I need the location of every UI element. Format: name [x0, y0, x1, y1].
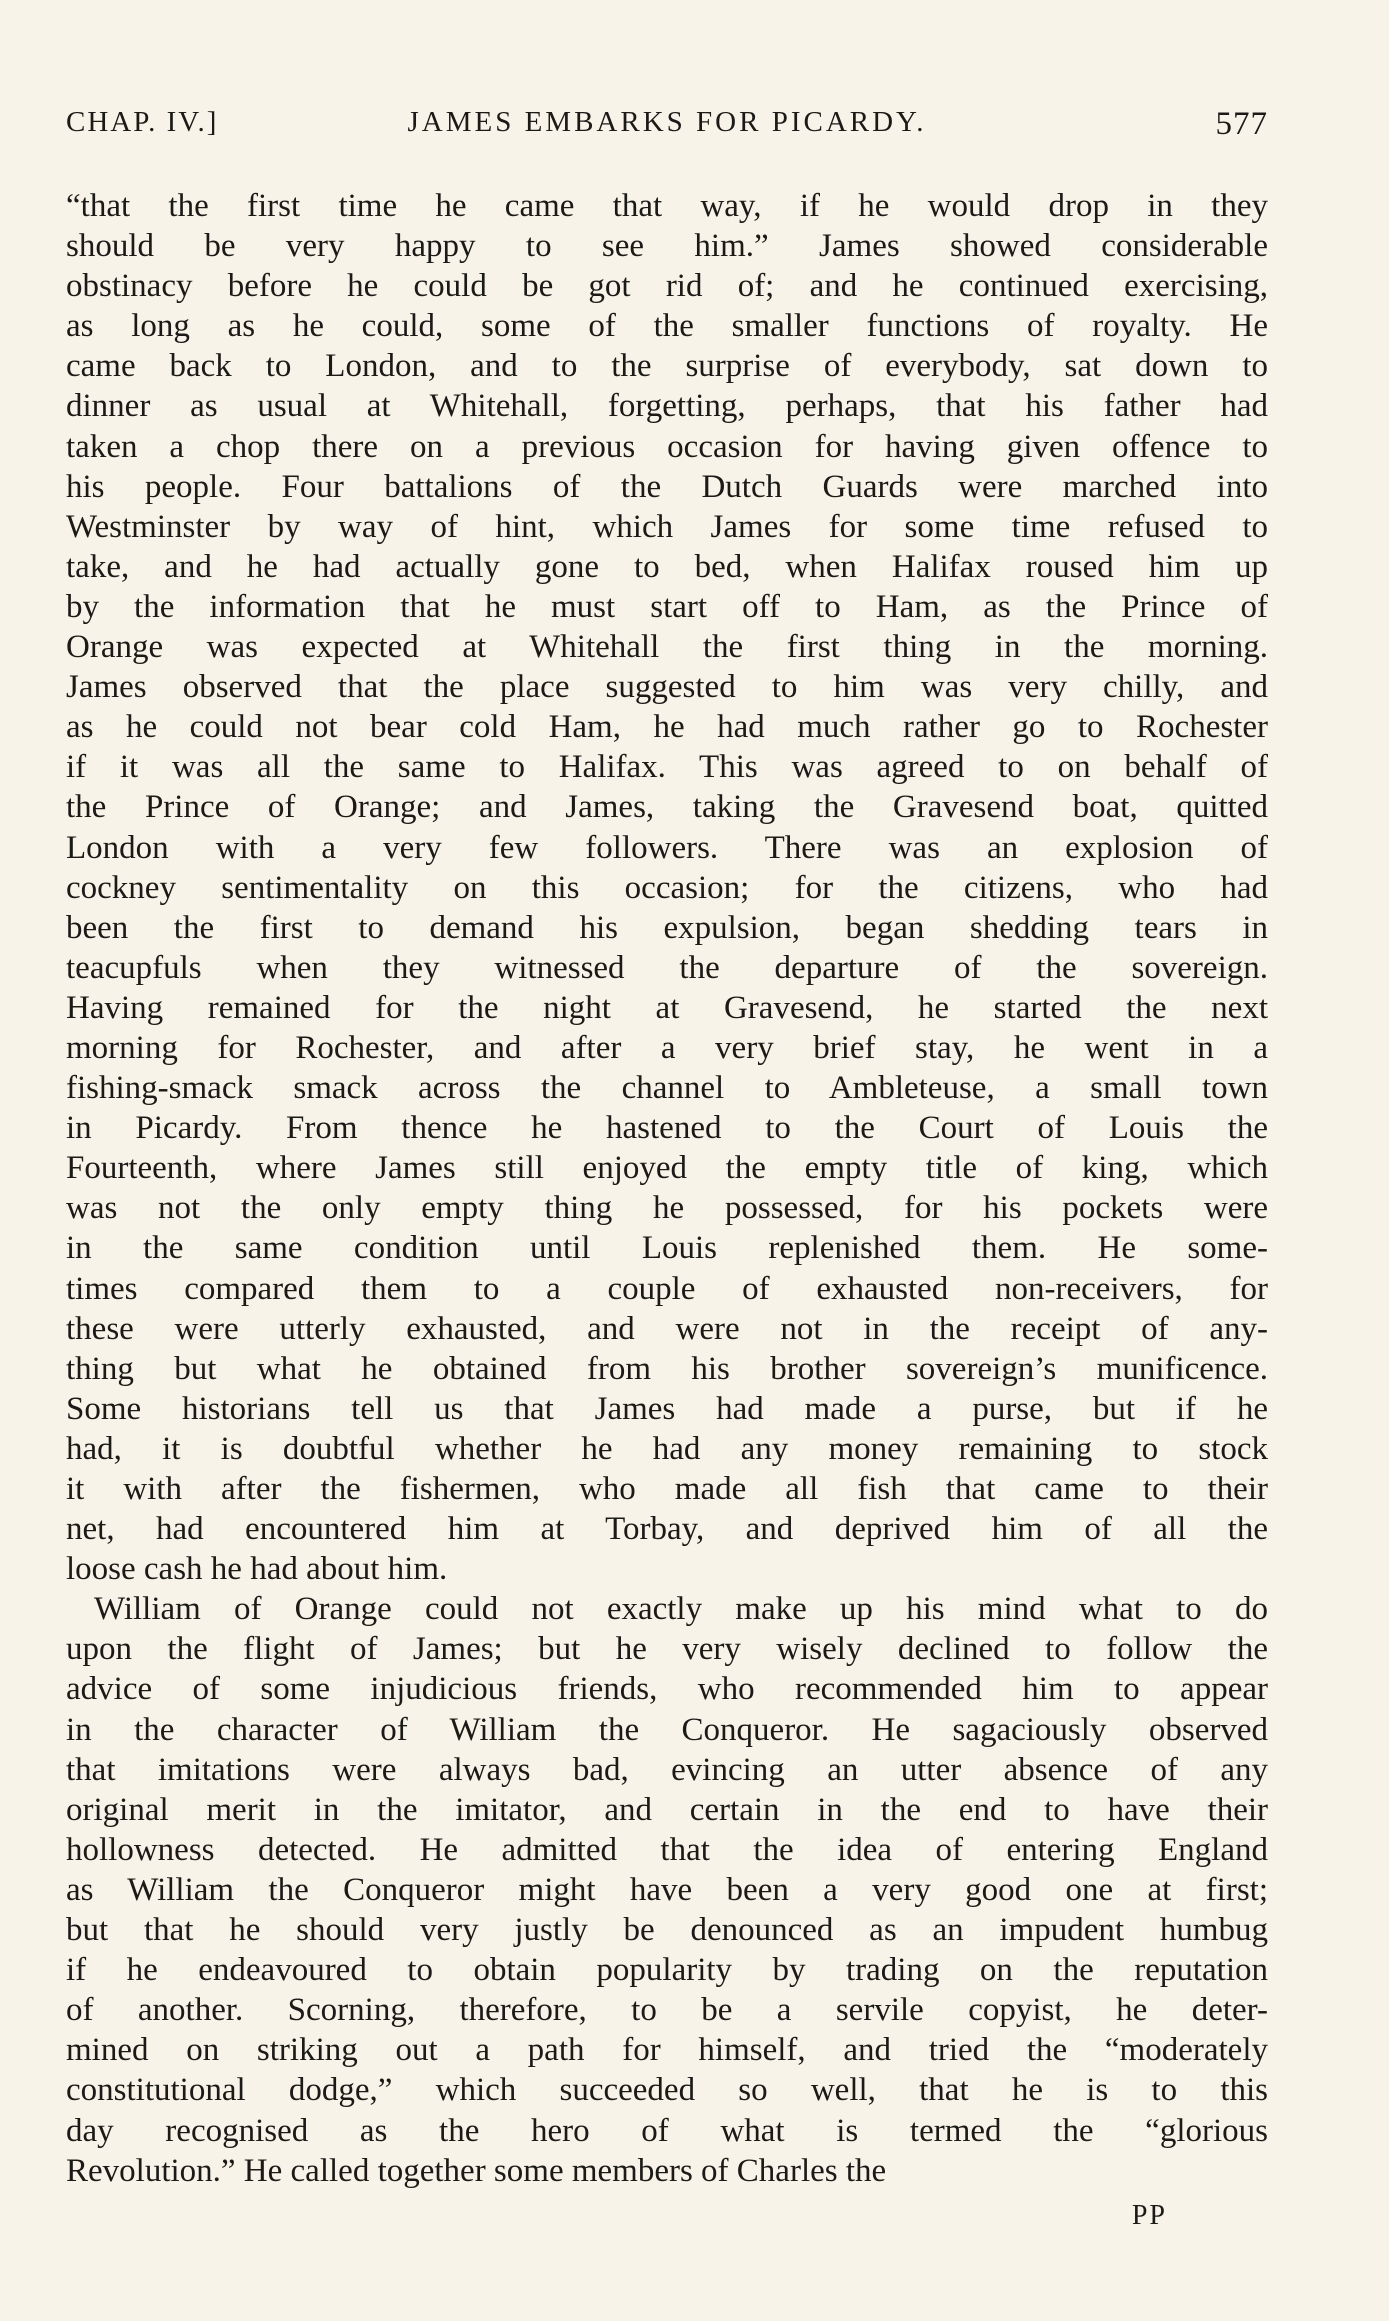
text-line: obstinacy before he could be got rid of; and he continued exercising, — [66, 268, 1268, 305]
text-line: the Prince of Orange; and James, taking the Gravesend boat, quitted — [66, 789, 1268, 826]
text-line: Some historians tell us that James had made a purse, but if he — [66, 1390, 1268, 1427]
text-line: Orange was expected at Whitehall the first thing in the morning. — [66, 629, 1268, 666]
text-line: constitutional dodge,” which succeeded so well, that he is to this — [66, 2072, 1268, 2109]
running-title: JAMES EMBARKS FOR PICARDY. — [407, 106, 927, 138]
text-line: cockney sentimentality on this occasion; for the citizens, who had — [66, 869, 1268, 906]
text-line: net, had encountered him at Torbay, and deprived him of all the — [66, 1511, 1268, 1548]
text-line: Westminster by way of hint, which James for some time refused to — [66, 508, 1268, 545]
text-line: by the information that he must start off to Ham, as the Prince of — [66, 588, 1268, 625]
text-line: William of Orange could not exactly make up his mind what to do — [94, 1591, 1268, 1628]
text-line: morning for Rochester, and after a very brief stay, he went in a — [66, 1029, 1268, 1066]
text-line: been the first to demand his expulsion, began shedding tears in — [66, 909, 1268, 946]
text-line: these were utterly exhausted, and were not in the receipt of any- — [66, 1310, 1268, 1347]
text-line: hollowness detected. He admitted that the idea of entering England — [66, 1831, 1268, 1868]
text-line: loose cash he had about him. — [66, 1551, 448, 1588]
text-line: came back to London, and to the surprise of everybody, sat down to — [66, 348, 1268, 385]
text-line: upon the flight of James; but he very wisely declined to follow the — [66, 1631, 1268, 1668]
paragraph — [66, 1589, 1268, 2190]
text-line: take, and he had actually gone to bed, when Halifax roused him up — [66, 548, 1268, 585]
text-line: as William the Conqueror might have been a very good one at first; — [66, 1871, 1268, 1908]
text-line: times compared them to a couple of exhausted non-receivers, for — [66, 1270, 1268, 1307]
text-line: that imitations were always bad, evincing an utter absence of any — [66, 1751, 1268, 1788]
text-line: day recognised as the hero of what is termed the “glorious — [66, 2112, 1268, 2149]
text-line: if he endeavoured to obtain popularity by trading on the reputation — [66, 1952, 1268, 1989]
text-line: Having remained for the night at Gravesend, he started the next — [66, 989, 1268, 1026]
running-header — [66, 106, 1268, 156]
text-line: his people. Four battalions of the Dutch Guards were marched into — [66, 468, 1268, 505]
text-line: as he could not bear cold Ham, he had much rather go to Rochester — [66, 709, 1268, 746]
body-text — [66, 186, 1268, 2191]
text-line: “that the first time he came that way, if he would drop in they — [66, 188, 1268, 224]
text-line: taken a chop there on a previous occasion for having given offence to — [66, 428, 1268, 465]
text-line: in Picardy. From thence he hastened to the Court of Louis the — [66, 1110, 1268, 1147]
text-line: in the same condition until Louis replenished them. He some- — [66, 1230, 1268, 1267]
paragraph — [66, 186, 1268, 1589]
text-line: had, it is doubtful whether he had any money remaining to stock — [66, 1430, 1268, 1467]
chapter-label: CHAP. IV.] — [66, 106, 219, 138]
text-line: original merit in the imitator, and certain in the end to have their — [66, 1791, 1268, 1828]
text-line: was not the only empty thing he possessed, for his pockets were — [66, 1190, 1268, 1227]
text-line: advice of some injudicious friends, who recommended him to appear — [66, 1671, 1268, 1708]
text-line: as long as he could, some of the smaller functions of royalty. He — [66, 308, 1268, 345]
text-line: should be very happy to see him.” James showed considerable — [66, 228, 1268, 265]
text-line: fishing-smack smack across the channel to Ambleteuse, a small town — [66, 1070, 1268, 1107]
signature-mark: PP — [1131, 2200, 1167, 2231]
text-line: dinner as usual at Whitehall, forgetting, perhaps, that his father had — [66, 388, 1268, 425]
text-line: in the character of William the Conqueror. He sagaciously observed — [66, 1711, 1268, 1748]
text-line: London with a very few followers. There was an explosion of — [66, 829, 1268, 866]
text-line: James observed that the place suggested to him was very chilly, and — [66, 669, 1268, 706]
text-line: it with after the fishermen, who made all fish that came to their — [66, 1471, 1268, 1507]
text-line: but that he should very justly be denounced as an impudent humbug — [66, 1912, 1268, 1949]
text-line: of another. Scorning, therefore, to be a servile copyist, he deter- — [66, 1992, 1268, 2029]
page-number: 577 — [1215, 106, 1268, 142]
text-line: thing but what he obtained from his brother sovereign’s munificence. — [66, 1350, 1268, 1387]
text-line: Revolution.” He called together some members of Charles the — [66, 2152, 887, 2189]
text-line: Fourteenth, where James still enjoyed the empty title of king, which — [66, 1150, 1268, 1187]
text-line: teacupfuls when they witnessed the departure of the sovereign. — [66, 949, 1268, 986]
text-line: mined on striking out a path for himself, and tried the “moderately — [66, 2032, 1268, 2069]
text-line: if it was all the same to Halifax. This was agreed to on behalf of — [66, 749, 1268, 786]
